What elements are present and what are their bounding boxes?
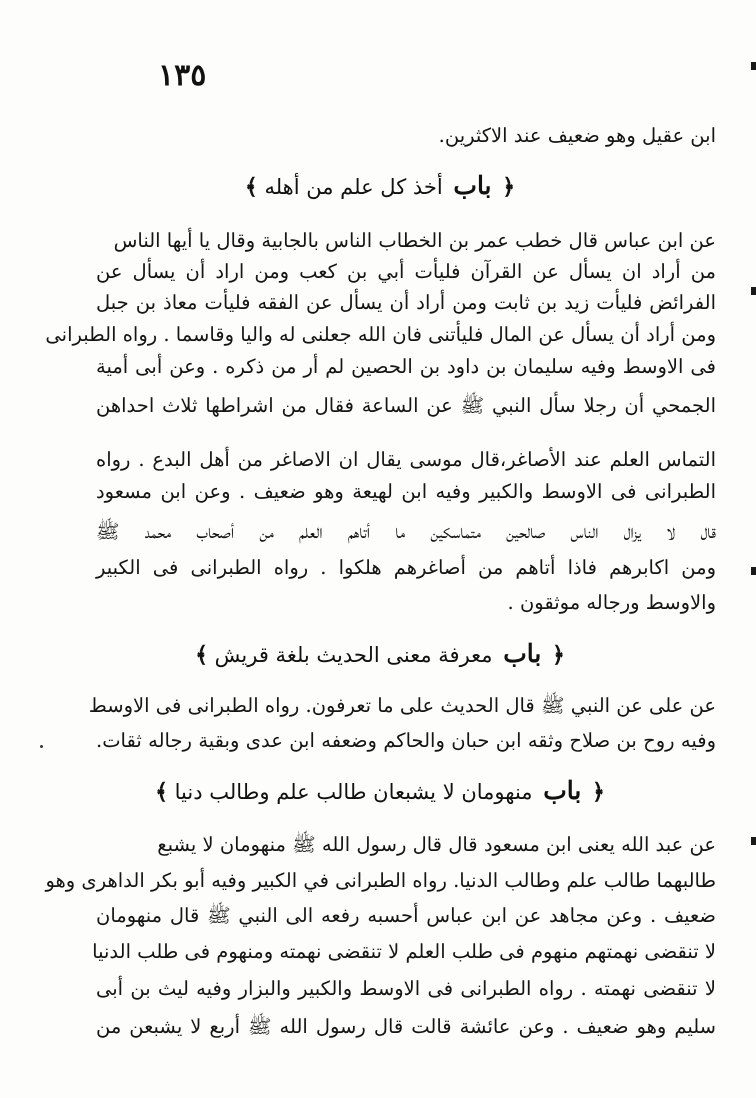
scan-edge-mark xyxy=(751,567,756,575)
heading-close-bracket: ﴾ xyxy=(244,174,258,200)
section-heading-2 xyxy=(160,638,600,671)
heading-close-bracket: ﴾ xyxy=(155,779,168,805)
text-line: الجمحي أن رجلا سأل النبي ﷺ عن الساعة فقال من اشراطها ثلاث احداهن xyxy=(96,394,716,417)
text-line: عن ابن عباس قال خطب عمر بن الخطاب الناس بالجابية وقال يا أيها الناس xyxy=(113,229,716,252)
text-line: ومن أراد أن يسأل عن المال فليأتنى فان الله جعلنى له واليا وقاسما . رواه الطبرانى xyxy=(45,323,716,346)
text-line: طالبهما طالب علم وطالب الدنيا. رواه الطبرانى في الكبير وفيه أبو بكر الداهرى وهو xyxy=(45,869,716,892)
heading-title: معرفة معنى الحديث بلغة قريش xyxy=(214,643,493,667)
text-line: ضعيف . وعن مجاهد عن ابن عباس أحسبه رفعه الى النبي ﷺ قال منهومان xyxy=(96,904,716,927)
text-line: قال لا يزال الناس صالحين متماسكين ما أتاهم العلم من أصحاب محمد ﷺ xyxy=(96,520,716,543)
heading-bab-word: باب xyxy=(453,171,492,200)
heading-open-bracket: ﴿ xyxy=(502,174,516,200)
heading-title: أخذ كل علم من أهله xyxy=(264,175,443,199)
text-line: لا تنقضى نهمته . رواه الطبرانى فى الاوسط والكبير والبزار وفيه ليث بن أبى xyxy=(96,977,716,1000)
text-line: سليم وهو ضعيف . وعن عائشة قالت قال رسول الله ﷺ أربع لا يشبعن من xyxy=(96,1015,716,1038)
text-line: وفيه روح بن صلاح وثقه ابن حبان والحاكم وضعفه ابن عدى وبقية رجاله ثقات. xyxy=(96,729,716,752)
heading-title: منهومان لا يشبعان طالب علم وطالب دنيا xyxy=(174,780,533,804)
text-line: عن على عن النبي ﷺ قال الحديث على ما تعرفون. رواه الطبرانى فى الاوسط xyxy=(88,694,716,717)
scan-edge-mark xyxy=(751,837,756,845)
scan-edge-mark xyxy=(751,287,756,295)
page-number: ١٣٥ xyxy=(158,58,207,93)
heading-open-bracket: ﴿ xyxy=(592,779,605,805)
text-line: والاوسط ورجاله موثقون . xyxy=(507,591,716,614)
text-line: عن عبد الله يعنى ابن مسعود قال قال رسول الله ﷺ منهومان لا يشبع xyxy=(157,833,716,856)
heading-bab-word: باب xyxy=(503,639,542,668)
scan-edge-mark xyxy=(751,62,756,70)
section-heading-1 xyxy=(140,170,620,203)
heading-bab-word: باب xyxy=(543,776,582,805)
section-heading-3 xyxy=(100,775,660,808)
text-line: الفرائض فليأت زيد بن ثابت ومن أراد أن يسأل عن الفقه فليأت معاذ بن جبل xyxy=(96,291,716,314)
text-line: ومن اكابرهم فاذا أتاهم من أصاغرهم هلكوا . رواه الطبرانى فى الكبير xyxy=(96,556,716,579)
heading-open-bracket: ﴿ xyxy=(552,642,565,668)
heading-close-bracket: ﴾ xyxy=(195,642,208,668)
text-line: ابن عقيل وهو ضعيف عند الاكثرين. xyxy=(438,124,716,147)
text-line: التماس العلم عند الأصاغر،قال موسى يقال ان الاصاغر من أهل البدع . رواه xyxy=(96,448,716,471)
scan-speck xyxy=(40,745,43,748)
text-line: من أراد ان يسأل عن القرآن فليأت أبي بن كعب ومن اراد أن يسأل عن xyxy=(96,260,716,283)
text-line: فى الاوسط وفيه سليمان بن داود بن الحصين لم أر من ذكره . وعن أبى أمية xyxy=(96,355,716,378)
text-line: الطبرانى فى الاوسط والكبير وفيه ابن لهيعة وهو ضعيف . وعن ابن مسعود xyxy=(96,480,716,503)
text-line: لا تنقضى نهمتهم منهوم فى طلب العلم لا تنقضى نهمته ومنهوم فى طلب الدنيا xyxy=(92,940,716,963)
